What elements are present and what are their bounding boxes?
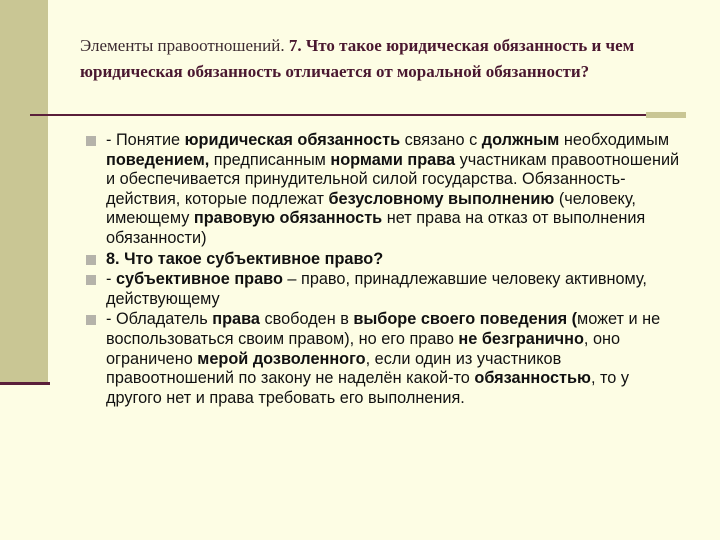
list-item	[86, 131, 686, 249]
text-span: - Обладатель	[106, 310, 213, 329]
bold-span: мерой дозволенного	[197, 349, 366, 368]
bold-span: юридическая обязанность	[184, 131, 401, 149]
text-span: , если один из участников правоотношений по закону не наделён какой-то	[106, 349, 562, 388]
bold-span: субъективное право	[115, 270, 283, 289]
bullet-square-icon	[86, 275, 96, 285]
bullet-square-icon	[86, 255, 96, 265]
bold-span: правовую обязанность	[193, 209, 383, 228]
side-decor-line	[0, 382, 50, 385]
bold-span: не безгранично	[458, 329, 584, 348]
title-divider	[30, 114, 646, 116]
slide-title	[80, 33, 690, 85]
text-span: , то у другого нет и права требовать его выполнения.	[106, 369, 629, 407]
bold-span: поведением,	[106, 150, 210, 169]
text-span: (человеку, имеющему	[106, 189, 636, 228]
text-span: участникам правоотношений и обеспечивается принудительной силой государства. Обязанность- действия, которые подлежат	[106, 150, 680, 208]
title-lead: Элементы правоотношений.	[80, 36, 285, 55]
bold-span: нормами права	[330, 150, 456, 169]
bold-span: безусловному выполнению	[328, 189, 555, 208]
bold-span: выборе своего поведения	[353, 310, 568, 329]
side-decor-bar	[0, 0, 48, 383]
text-span: - Понятие	[106, 131, 185, 149]
bold-span: должным	[481, 131, 560, 149]
list-item	[86, 250, 686, 270]
text-span: может и не воспользоваться своим правом), но его право	[106, 310, 661, 348]
list-item	[86, 270, 686, 309]
bold-span: права	[212, 310, 260, 329]
question-heading: 8. Что такое субъективное право?	[106, 249, 384, 268]
text-span: – право, принадлежавшие человеку активному, действующему	[106, 270, 647, 308]
text-span: необходимым	[559, 131, 670, 149]
list-item	[86, 310, 686, 408]
text-span: , оно ограничено	[106, 329, 621, 368]
bold-span: (	[571, 310, 578, 329]
bullet-square-icon	[86, 136, 96, 146]
text-span: -	[106, 270, 116, 289]
slide-content	[86, 131, 686, 409]
bold-span: обязанностью	[474, 369, 591, 388]
text-span: связано с	[400, 131, 482, 149]
title-question: 7. Что такое юридическая обязанность и чем юридическая обязанность отличается от моральной обязанности?	[80, 36, 635, 81]
text-span: предписанным	[209, 150, 331, 169]
text-span: свободен в	[259, 310, 354, 329]
text-span: нет права на отказ от выполнения обязанности)	[106, 209, 646, 247]
divider-tail	[646, 112, 686, 118]
bullet-square-icon	[86, 315, 96, 325]
